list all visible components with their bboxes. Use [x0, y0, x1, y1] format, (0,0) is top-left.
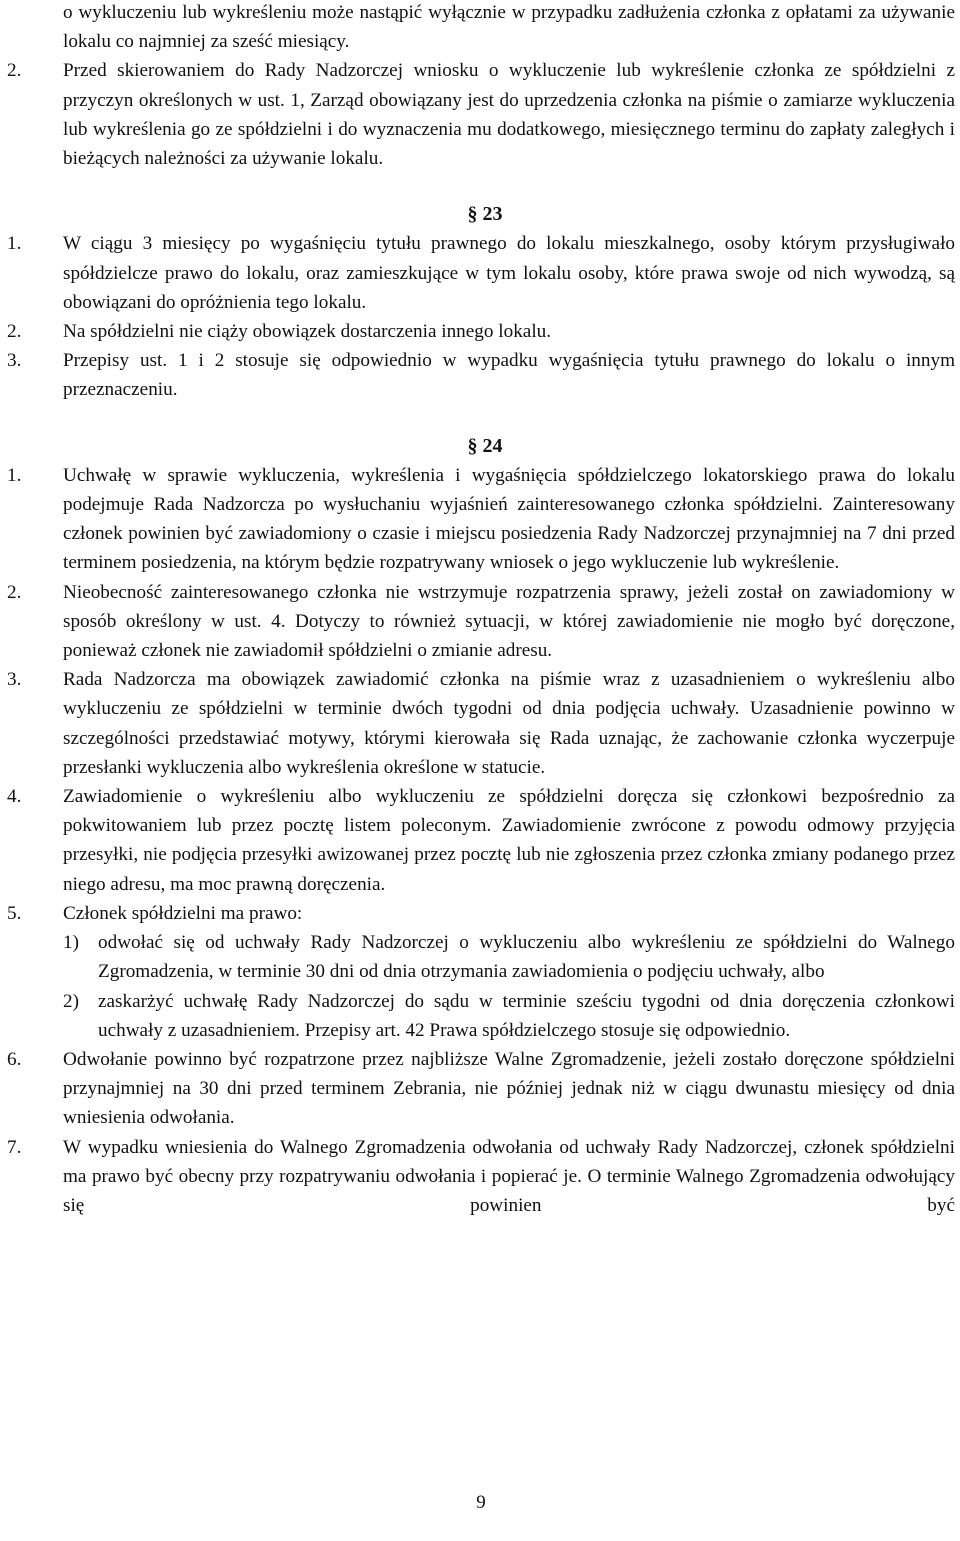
item-number: 2.: [7, 321, 22, 343]
item-number: 4.: [7, 786, 22, 808]
list-item: [7, 578, 955, 666]
section-24-title: § 24: [467, 434, 503, 457]
list-item: [7, 899, 955, 928]
sub-item-number: 2): [63, 990, 79, 1012]
item-number: 2.: [7, 581, 22, 603]
list-item: [7, 1045, 955, 1133]
list-item: [7, 346, 955, 404]
item-text: Uchwałę w sprawie wykluczenia, wykreślenia i wygaśnięcia spółdzielczego lokatorskiego prawa do lokalu podejmuje Rada Nadzorcza po wysłuchaniu wyjaśnień zainteresowanego członka spółdzielni. Zainteresowany członek powinien być zawiadomiony o czasie i miejscu posiedzenia Rady Nadzorczej przynajmniej na 7 dni przed terminem posiedzenia, na którym będzie rozpatrywany wniosek o jego wykluczenie lub wykreślenie.: [63, 464, 955, 574]
item-number: 3.: [7, 669, 22, 691]
list-item: [7, 1133, 955, 1221]
item-text: Zawiadomienie o wykreśleniu albo wykluczeniu ze spółdzielni doręcza się członkowi bezpośrednio za pokwitowaniem lub przez pocztę listem poleconym. Zawiadomienie zwrócone z powodu odmowy przyjęcia przesyłki, nie podjęcia przesyłki awizowanej przez pocztę lub nie zgłoszenia przez członka zmiany podanego przez niego adresu, ma moc prawną doręczenia.: [63, 786, 955, 895]
sub-item-number: 1): [63, 932, 79, 954]
page-number: 9: [476, 1492, 486, 1513]
paragraph-text: Przed skierowaniem do Rady Nadzorczej wniosku o wykluczenie lub wykreślenie członka ze spółdzielni z przyczyn określonych w ust. 1, Zarząd obowiązany jest do uprzedzenia członka na piśmie o zamiarze wykluczenia lub wykreślenia go ze spółdzielni i do wyznaczenia mu dodatkowego, miesięcznego terminu do zapłaty zaległych i bieżących należności za używanie lokalu.: [63, 60, 955, 170]
item-text: W wypadku wniesienia do Walnego Zgromadzenia odwołania od uchwały Rady Nadzorczej, członek spółdzielni ma prawo być obecny przy rozpatrywaniu odwołania i popierać je. O terminie Walnego Zgromadzenia odwołujący się powinien być: [63, 1136, 955, 1216]
item-number: 1.: [7, 464, 22, 486]
item-number: 3.: [7, 350, 22, 372]
continuation-text: [63, 0, 955, 56]
item-number: 5.: [7, 902, 22, 924]
item-text: Rada Nadzorcza ma obowiązek zawiadomić członka na piśmie wraz z uzasadnieniem o wykreśleniu albo wykluczeniu ze spółdzielni w terminie dwóch tygodni od dnia podjęcia uchwały. Uzasadnienie powinno w szczególności przedstawiać motywy, którymi kierowała się Rada uznając, że zachowanie członka wyczerpuje przesłanki wykluczenia albo wykreślenia określone w statucie.: [63, 669, 955, 778]
list-item: [7, 229, 955, 317]
list-item: [7, 782, 955, 899]
sub-item-text: odwołać się od uchwały Rady Nadzorczej o wykluczeniu albo wykreśleniu ze spółdzielni do Walnego Zgromadzenia, w terminie 30 dni od dnia otrzymania zawiadomienia o podjęciu uchwały, albo: [98, 932, 955, 983]
item-text: Przepisy ust. 1 i 2 stosuje się odpowiednio w wypadku wygaśnięcia tytułu prawnego do lokalu o innym przeznaczeniu.: [63, 350, 955, 401]
list-item: [7, 317, 955, 346]
item-text: Na spółdzielni nie ciąży obowiązek dostarczenia innego lokalu.: [63, 321, 552, 343]
paragraph-number: 2.: [7, 60, 22, 82]
list-item: [7, 461, 955, 578]
sub-list-item: [63, 928, 955, 986]
list-item: [7, 665, 955, 782]
document-page: [7, 0, 955, 1541]
section-23-title: § 23: [467, 203, 503, 226]
sub-item-text: zaskarżyć uchwałę Rady Nadzorczej do sądu w terminie sześciu tygodni od dnia doręczenia członkowi uchwały z uzasadnieniem. Przepisy art. 42 Prawa spółdzielczego stosuje się odpowiednio.: [98, 990, 955, 1041]
item-text: Członek spółdzielni ma prawo:: [63, 902, 303, 924]
item-text: Odwołanie powinno być rozpatrzone przez najbliższe Walne Zgromadzenie, jeżeli zostało doręczone spółdzielni przynajmniej na 30 dni przed terminem Zebrania, nie później jednak niż w ciągu dwunastu miesięcy od dnia wniesienia odwołania.: [63, 1048, 955, 1129]
section-24-list: [7, 461, 955, 1220]
sub-list-item: [63, 987, 955, 1045]
section-23-list: [7, 229, 955, 404]
paragraph-22-2: [7, 56, 955, 173]
item-text: W ciągu 3 miesięcy po wygaśnięciu tytułu prawnego do lokalu mieszkalnego, osoby którym przysługiwało spółdzielcze prawo do lokalu, oraz zamieszkujące w tym lokalu osoby, które prawa swoje od nich wywodzą, są obowiązani do opróżnienia tego lokalu.: [63, 233, 955, 313]
item-text: Nieobecność zainteresowanego członka nie wstrzymuje rozpatrzenia sprawy, jeżeli został on zawiadomiony w sposób określony w ust. 4. Dotyczy to również sytuacji, w której zawiadomienie nie mogło być doręczone, ponieważ członek nie zawiadomił spółdzielni o zmianie adresu.: [63, 581, 955, 662]
item-number: 1.: [7, 233, 22, 255]
item-number: 7.: [7, 1136, 22, 1158]
item-number: 6.: [7, 1048, 22, 1070]
continuation-paragraph: o wykluczeniu lub wykreśleniu może nastąpić wyłącznie w przypadku zadłużenia członka z opłatami za używanie lokalu co najmniej za sześć miesiący.: [63, 2, 955, 53]
